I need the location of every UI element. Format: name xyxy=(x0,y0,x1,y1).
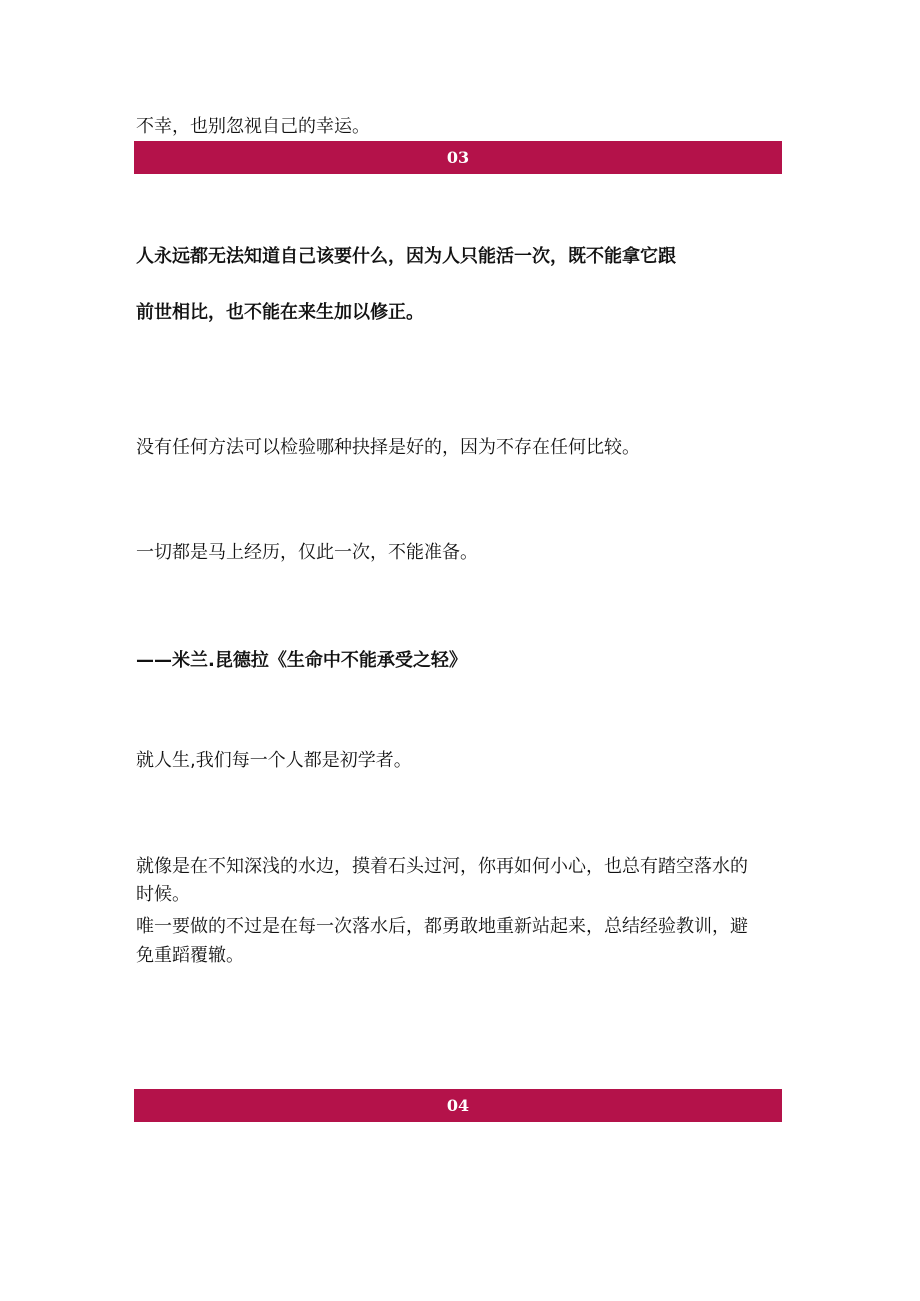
section-number-03: 03 xyxy=(446,148,470,167)
text-line-2: 一切都是马上经历，仅此一次，不能准备。 xyxy=(136,542,478,563)
paragraph-1-line-1: 就像是在不知深浅的水边，摸着石头过河，你再如何小心，也总有踏空落水的 xyxy=(136,856,748,877)
paragraph-1-line-2: 时候。 xyxy=(136,884,190,905)
text-line-3: 就人生,我们每一个人都是初学者。 xyxy=(136,750,412,771)
paragraph-2-line-1: 唯一要做的不过是在每一次落水后，都勇敢地重新站起来，总结经验教训，避 xyxy=(136,916,748,937)
quote-attribution: ——米兰.昆德拉《生命中不能承受之轻》 xyxy=(136,650,467,671)
paragraph-2-line-2: 免重蹈覆辙。 xyxy=(136,945,244,966)
bold-quote-line-2: 前世相比，也不能在来生加以修正。 xyxy=(136,302,424,323)
text-line-1: 没有任何方法可以检验哪种抉择是好的，因为不存在任何比较。 xyxy=(136,437,640,458)
bold-quote-line-1: 人永远都无法知道自己该要什么，因为人只能活一次，既不能拿它跟 xyxy=(136,246,676,267)
section-number-04: 04 xyxy=(446,1096,470,1115)
section-banner-03 xyxy=(134,141,782,174)
top-text-line: 不幸，也别忽视自己的幸运。 xyxy=(136,116,370,137)
section-banner-04 xyxy=(134,1089,782,1122)
